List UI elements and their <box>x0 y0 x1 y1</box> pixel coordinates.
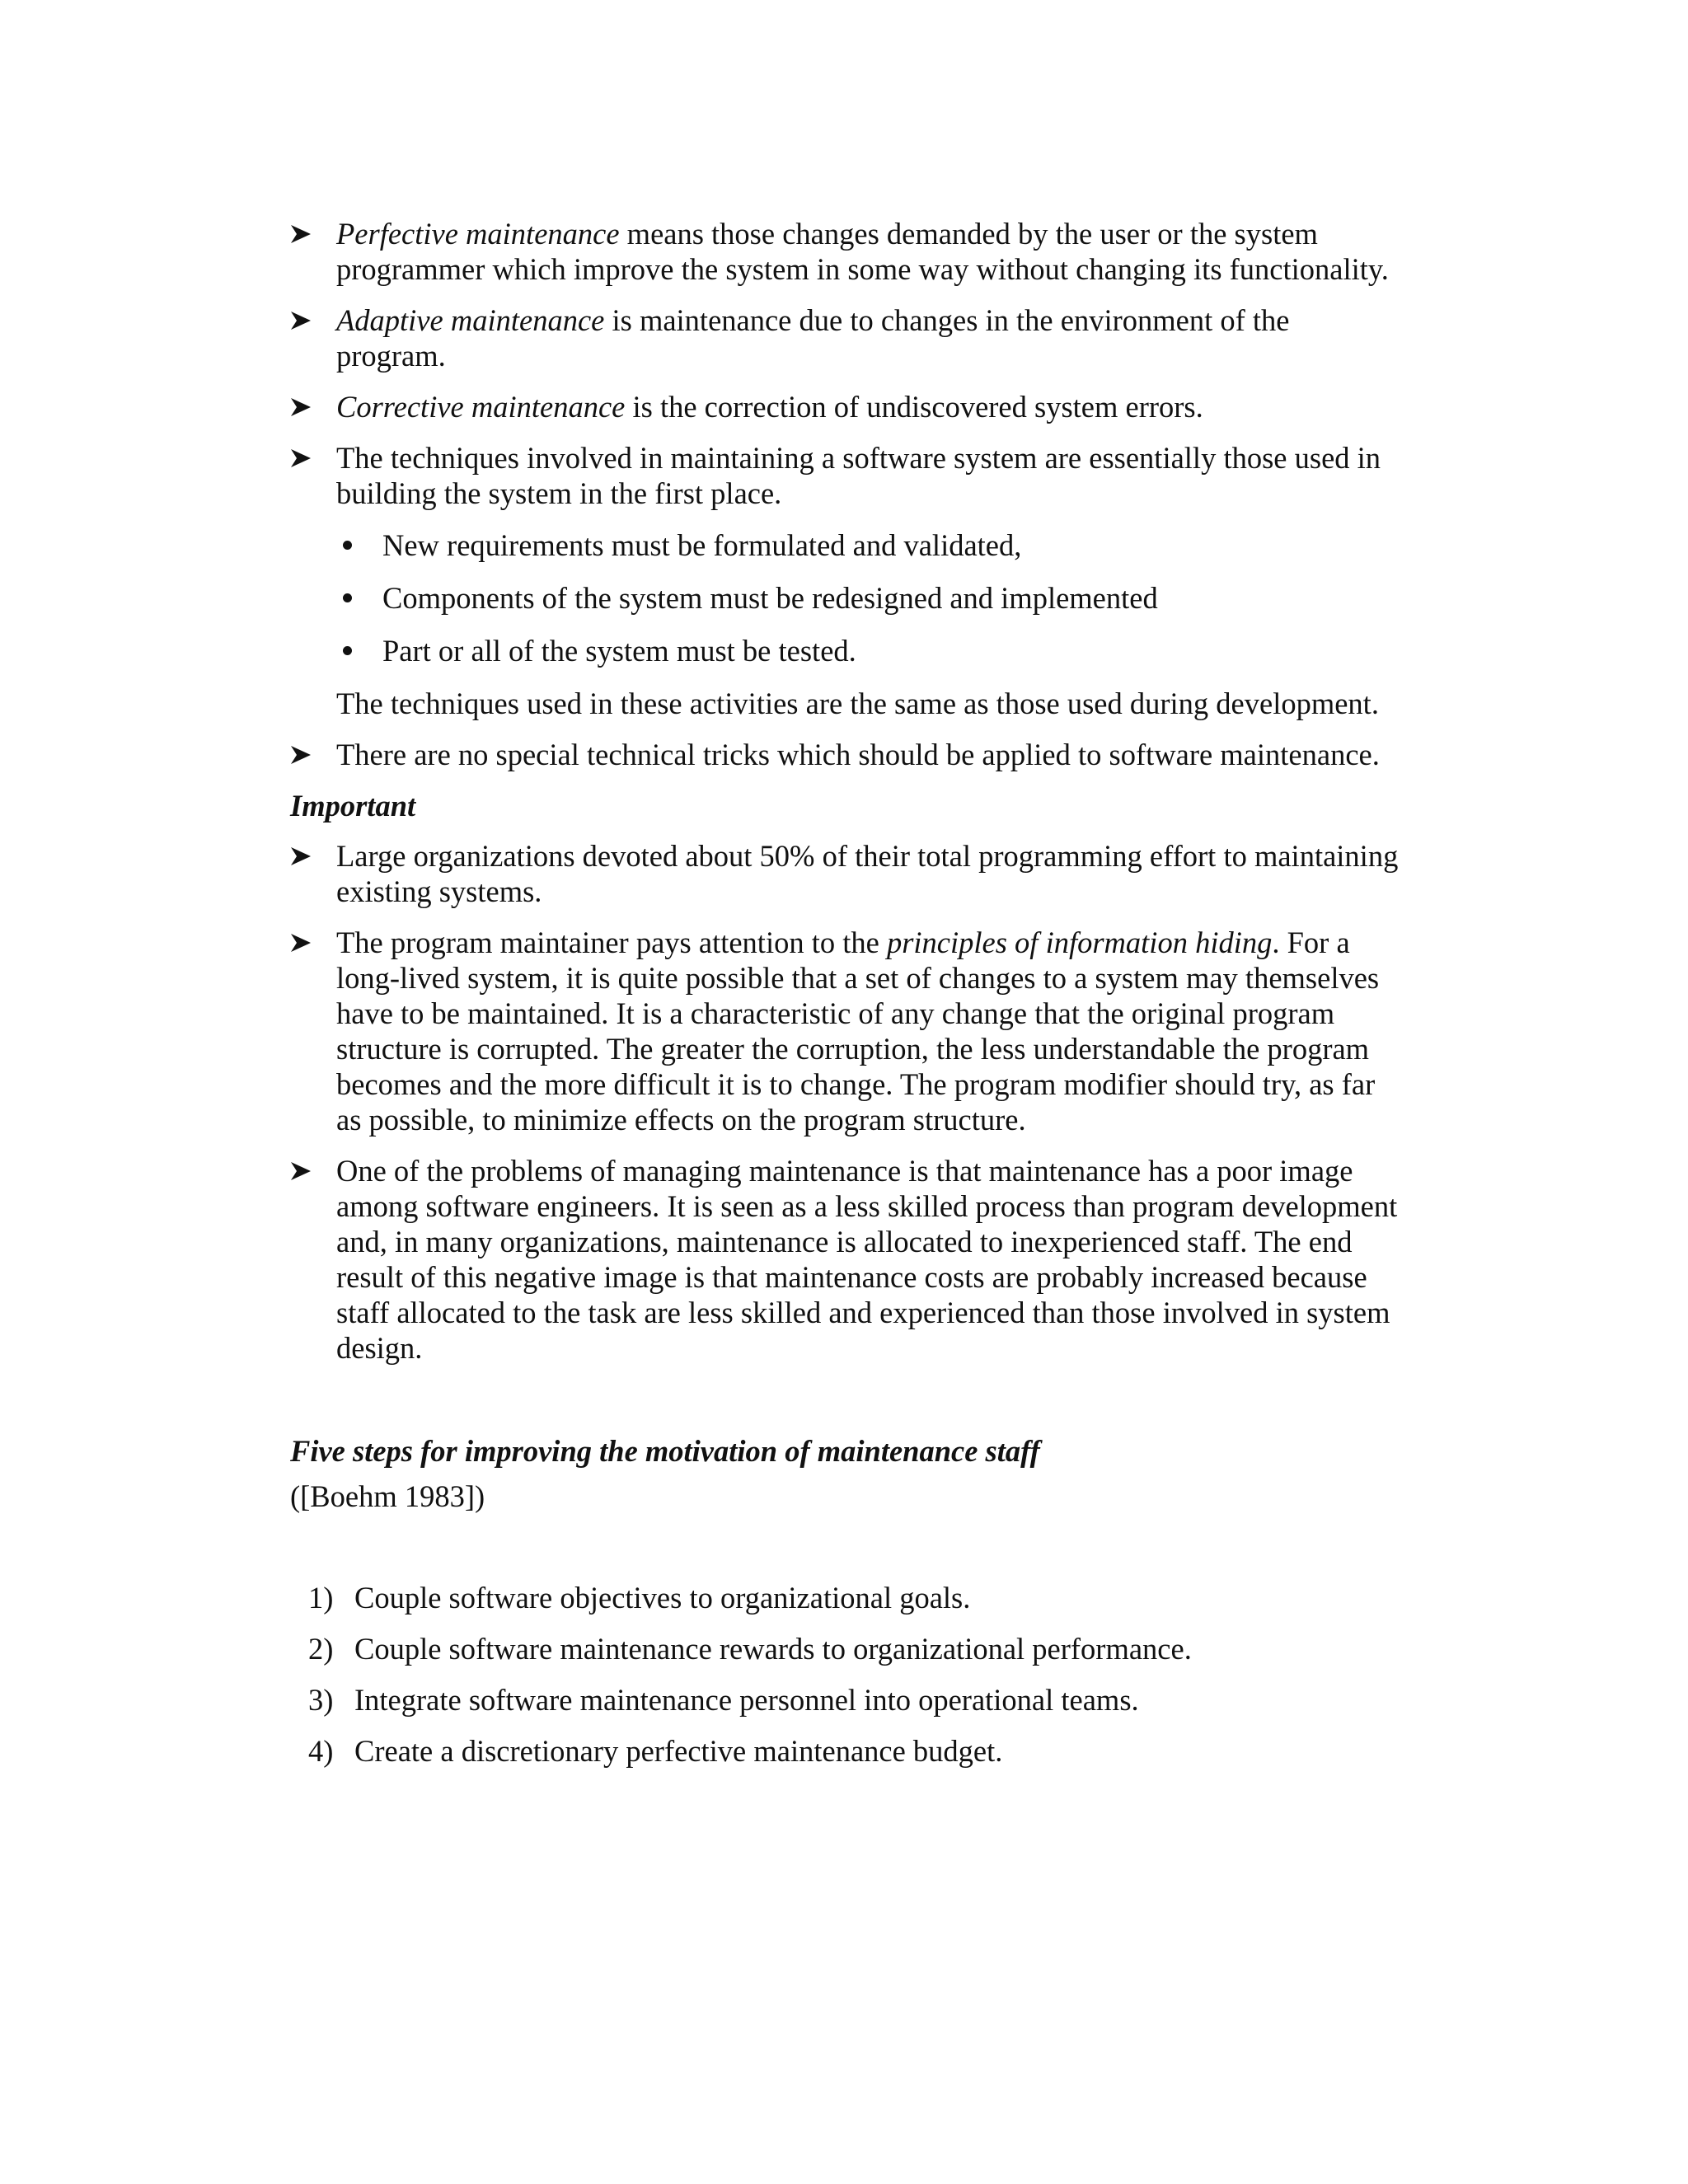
emphasis-principles: principles of information hiding <box>886 926 1273 959</box>
sub-list-item: Part or all of the system must be tested. <box>336 633 1403 668</box>
list-item-perfective <box>290 216 1403 287</box>
section-title: Five steps for improving the motivation of maintenance staff <box>290 1434 1040 1468</box>
term-label: Perfective maintenance <box>336 217 620 251</box>
techniques-sub-list <box>336 527 1403 668</box>
techniques-after: The techniques used in these activities are the same as those used during development. <box>336 687 1379 720</box>
sub-list-item: Components of the system must be redesigned and implemented <box>336 580 1403 616</box>
term-description: is the correction of undiscovered system errors. <box>625 390 1203 424</box>
important-heading: Important <box>290 789 416 823</box>
term-description: means those changes demanded by the user or the system programmer which improve the system in some way without changing its functionality. <box>336 217 1389 286</box>
term-label: Adaptive maintenance <box>336 303 605 337</box>
list-item-adaptive <box>290 302 1403 373</box>
list-item-program-maintainer: The program maintainer pays attention to the principles of information hiding. For a long-lived system, it is quite possible that a set of changes to a system may themselves have to be maintained. It is a characteristic of any change that the original program structure is corrupted. The greater the corruption, the less understandable the program becomes and the more difficult it is to change. The program modifier should try, as far as possible, to minimize effects on the program structure. <box>290 925 1403 1137</box>
citation: ([Boehm 1983]) <box>290 1479 485 1513</box>
term-label: Corrective maintenance <box>336 390 626 424</box>
list-item-no-tricks: There are no special technical tricks which should be applied to software maintenance. <box>290 737 1403 772</box>
arrow-bullet-icon <box>290 440 315 476</box>
arrow-bullet-icon <box>290 925 315 960</box>
dot-bullet-icon <box>343 580 354 616</box>
arrow-bullet-icon <box>290 216 315 251</box>
arrow-bullet-icon <box>290 838 315 874</box>
techniques-intro: The techniques involved in maintaining a software system are essentially those used in building the system in the first place. <box>336 441 1381 510</box>
list-number: 3) <box>308 1683 334 1717</box>
list-item-techniques <box>290 440 1403 721</box>
document-body <box>290 216 1403 1784</box>
numbered-list-item: 2) Couple software maintenance rewards to organizational performance. <box>308 1632 1192 1666</box>
dot-bullet-icon <box>343 527 354 563</box>
list-number: 4) <box>308 1734 334 1768</box>
list-number: 2) <box>308 1632 334 1666</box>
dot-bullet-icon <box>343 633 354 668</box>
numbered-list <box>290 1580 1403 1769</box>
arrow-bullet-icon <box>290 389 315 424</box>
arrow-bullet-icon <box>290 302 315 338</box>
numbered-list-item: 1) Couple software objectives to organizational goals. <box>308 1581 971 1615</box>
arrow-bullet-icon <box>290 1153 315 1188</box>
list-item-large-organizations: Large organizations devoted about 50% of their total programming effort to maintaining existing systems. <box>290 838 1403 909</box>
numbered-list-item: 4) Create a discretionary perfective maintenance budget. <box>308 1734 1003 1768</box>
term-description: is maintenance due to changes in the environment of the program. <box>336 303 1290 373</box>
list-number: 1) <box>308 1581 334 1615</box>
list-item-corrective <box>290 389 1403 424</box>
numbered-list-item: 3) Integrate software maintenance personnel into operational teams. <box>308 1683 1139 1717</box>
sub-list-item: New requirements must be formulated and validated, <box>336 527 1403 563</box>
list-item-maintenance-image: One of the problems of managing maintenance is that maintenance has a poor image among software engineers. It is seen as a less skilled process than program development and, in many organizations, maintenance is allocated to inexperienced staff. The end result of this negative image is that maintenance costs are probably increased because staff allocated to the task are less skilled and experienced than those involved in system design. <box>290 1153 1403 1366</box>
arrow-bullet-icon <box>290 737 315 772</box>
